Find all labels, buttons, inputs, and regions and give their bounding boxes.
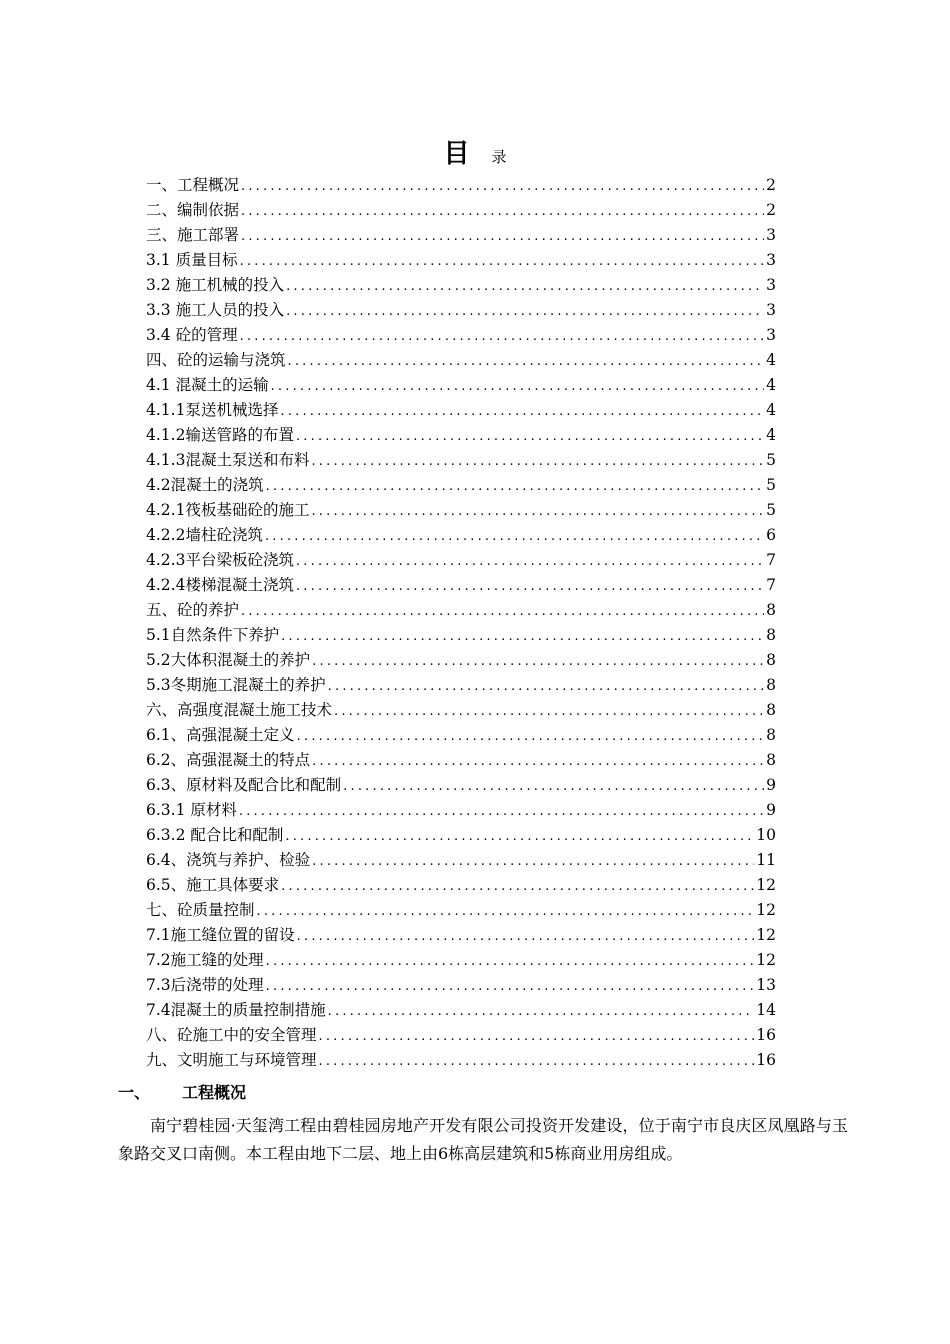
toc-entry-label: 3.1 质量目标 — [146, 251, 238, 269]
toc-entry-label: 4.1 混凝土的运输 — [146, 376, 269, 394]
body-paragraph: 南宁碧桂园·天玺湾工程由碧桂园房地产开发有限公司投资开发建设，位于南宁市良庆区凤凰路与玉象路交叉口南侧。本工程由地下二层、地上由6栋高层建筑和5栋商业用房组成。 — [118, 1116, 848, 1163]
toc-entry-page-number: 4 — [766, 426, 776, 444]
toc-leader-dots — [311, 499, 764, 523]
toc-entry-page-number: 8 — [766, 626, 776, 644]
toc-leader-dots — [312, 649, 764, 673]
toc-leader-dots — [296, 574, 764, 598]
toc-leader-dots — [296, 424, 764, 448]
toc-entry-page-number: 4 — [766, 401, 776, 419]
toc-entry-label: 6.5、施工具体要求 — [146, 876, 280, 894]
toc-leader-dots — [328, 999, 755, 1023]
toc-entry-page-number: 5 — [766, 476, 776, 494]
toc-entry-label: 4.2.2墙柱砼浇筑 — [146, 526, 263, 544]
toc-entry[interactable] — [146, 298, 776, 323]
toc-entry-label: 5.1自然条件下养护 — [146, 626, 280, 644]
toc-entry[interactable] — [146, 998, 776, 1023]
toc-entry-label: 五、砼的养护 — [146, 601, 240, 619]
toc-entry-page-number: 12 — [756, 926, 776, 944]
toc-entry[interactable] — [146, 1023, 776, 1048]
toc-entry-page-number: 7 — [766, 576, 776, 594]
toc-entry-page-number: 4 — [766, 376, 776, 394]
toc-entry-page-number: 3 — [766, 251, 776, 269]
toc-entry-label: 7.4混凝土的质量控制措施 — [146, 1001, 326, 1019]
section-title: 工程概况 — [182, 1083, 247, 1102]
toc-entry-label: 7.2施工缝的处理 — [146, 951, 264, 969]
toc-leader-dots — [241, 599, 764, 623]
toc-leader-dots — [334, 699, 764, 723]
toc-entry[interactable] — [146, 848, 776, 873]
toc-entry[interactable] — [146, 673, 776, 698]
toc-entry[interactable] — [146, 823, 776, 848]
toc-leader-dots — [281, 624, 764, 648]
toc-leader-dots — [312, 749, 764, 773]
toc-leader-dots — [285, 824, 754, 848]
toc-entry-label: 6.4、浇筑与养护、检验 — [146, 851, 311, 869]
toc-entry-label: 4.1.2输送管路的布置 — [146, 426, 294, 444]
toc-entry[interactable] — [146, 498, 776, 523]
toc-entry-label: 5.2大体积混凝土的养护 — [146, 651, 311, 669]
toc-entry-page-number: 5 — [766, 451, 776, 469]
toc-entry-page-number: 7 — [766, 551, 776, 569]
toc-entry-page-number: 3 — [766, 301, 776, 319]
toc-entry[interactable] — [146, 748, 776, 773]
toc-entry[interactable] — [146, 698, 776, 723]
toc-entry[interactable] — [146, 323, 776, 348]
toc-leader-dots — [343, 774, 764, 798]
table-of-contents — [146, 173, 776, 1073]
toc-entry-label: 6.3、原材料及配合比和配制 — [146, 776, 342, 794]
toc-entry[interactable] — [146, 948, 776, 973]
toc-leader-dots — [297, 724, 764, 748]
toc-entry-label: 3.4 砼的管理 — [146, 326, 238, 344]
toc-leader-dots — [240, 324, 765, 348]
toc-entry[interactable] — [146, 273, 776, 298]
toc-entry-label: 一、工程概况 — [146, 176, 240, 194]
toc-entry-page-number: 2 — [766, 201, 776, 219]
toc-entry[interactable] — [146, 523, 776, 548]
toc-entry[interactable] — [146, 623, 776, 648]
toc-entry-label: 4.2混凝土的浇筑 — [146, 476, 264, 494]
toc-entry-page-number: 16 — [756, 1051, 776, 1069]
toc-entry[interactable] — [146, 348, 776, 373]
toc-entry[interactable] — [146, 873, 776, 898]
toc-leader-dots — [319, 1024, 755, 1048]
toc-entry-label: 二、编制依据 — [146, 201, 240, 219]
toc-leader-dots — [296, 549, 764, 573]
toc-leader-dots — [241, 174, 764, 198]
toc-leader-dots — [239, 799, 764, 823]
section-number: 一、 — [118, 1083, 151, 1102]
toc-title-main: 目 — [443, 139, 470, 169]
toc-entry-label: 六、高强度混凝土施工技术 — [146, 701, 333, 719]
toc-entry[interactable] — [146, 373, 776, 398]
toc-entry-page-number: 2 — [766, 176, 776, 194]
toc-leader-dots — [297, 924, 755, 948]
toc-entry[interactable] — [146, 223, 776, 248]
toc-entry[interactable] — [146, 548, 776, 573]
toc-leader-dots — [240, 249, 765, 273]
toc-entry-page-number: 6 — [766, 526, 776, 544]
toc-leader-dots — [311, 449, 764, 473]
toc-entry-label: 4.1.3混凝土泵送和布料 — [146, 451, 310, 469]
toc-leader-dots — [265, 524, 764, 548]
toc-entry-page-number: 11 — [756, 851, 776, 869]
toc-leader-dots — [241, 224, 764, 248]
toc-entry-label: 七、砼质量控制 — [146, 901, 255, 919]
toc-entry[interactable] — [146, 198, 776, 223]
toc-entry[interactable] — [146, 1048, 776, 1073]
toc-entry-page-number: 8 — [766, 676, 776, 694]
toc-entry-page-number: 8 — [766, 651, 776, 669]
toc-leader-dots — [266, 474, 764, 498]
toc-leader-dots — [266, 949, 755, 973]
toc-entry-label: 八、砼施工中的安全管理 — [146, 1026, 317, 1044]
toc-entry-page-number: 12 — [756, 876, 776, 894]
toc-entry[interactable] — [146, 723, 776, 748]
toc-entry-label: 7.3后浇带的处理 — [146, 976, 264, 994]
toc-entry[interactable] — [146, 473, 776, 498]
toc-entry-page-number: 4 — [766, 351, 776, 369]
toc-entry-label: 4.2.4楼梯混凝土浇筑 — [146, 576, 294, 594]
toc-entry-label: 3.2 施工机械的投入 — [146, 276, 285, 294]
toc-leader-dots — [288, 349, 765, 373]
toc-entry-page-number: 8 — [766, 701, 776, 719]
toc-entry[interactable] — [146, 898, 776, 923]
toc-leader-dots — [281, 874, 754, 898]
toc-entry-page-number: 9 — [766, 801, 776, 819]
toc-entry-page-number: 8 — [766, 726, 776, 744]
toc-entry[interactable] — [146, 798, 776, 823]
toc-entry[interactable] — [146, 448, 776, 473]
toc-entry-label: 6.3.1 原材料 — [146, 801, 237, 819]
toc-entry[interactable] — [146, 923, 776, 948]
toc-title-secondary: 录 — [491, 148, 507, 166]
toc-entry-label: 5.3冬期施工混凝土的养护 — [146, 676, 326, 694]
toc-entry-page-number: 9 — [766, 776, 776, 794]
toc-leader-dots — [271, 374, 765, 398]
toc-leader-dots — [312, 849, 754, 873]
toc-entry-page-number: 8 — [766, 601, 776, 619]
toc-leader-dots — [286, 299, 764, 323]
toc-leader-dots — [266, 974, 755, 998]
toc-entry[interactable] — [146, 173, 776, 198]
toc-entry-label: 7.1施工缝位置的留设 — [146, 926, 295, 944]
toc-entry-label: 九、文明施工与环境管理 — [146, 1051, 317, 1069]
toc-entry-label: 三、施工部署 — [146, 226, 240, 244]
toc-entry[interactable] — [146, 773, 776, 798]
toc-leader-dots — [280, 399, 764, 423]
toc-entry-page-number: 12 — [756, 951, 776, 969]
toc-entry-page-number: 14 — [756, 1001, 776, 1019]
toc-entry[interactable] — [146, 398, 776, 423]
toc-entry-page-number: 5 — [766, 501, 776, 519]
toc-entry-page-number: 12 — [756, 901, 776, 919]
toc-entry[interactable] — [146, 648, 776, 673]
section-heading — [118, 1080, 246, 1103]
toc-entry-page-number: 13 — [756, 976, 776, 994]
toc-entry-label: 6.3.2 配合比和配制 — [146, 826, 284, 844]
toc-entry-label: 四、砼的运输与浇筑 — [146, 351, 286, 369]
toc-entry-label: 4.1.1泵送机械选择 — [146, 401, 279, 419]
toc-entry[interactable] — [146, 573, 776, 598]
toc-leader-dots — [319, 1049, 755, 1073]
toc-entry[interactable] — [146, 423, 776, 448]
toc-entry[interactable] — [146, 973, 776, 998]
toc-title — [0, 133, 950, 170]
toc-entry-label: 4.2.3平台梁板砼浇筑 — [146, 551, 294, 569]
toc-entry-page-number: 3 — [766, 226, 776, 244]
toc-entry[interactable] — [146, 248, 776, 273]
toc-entry-label: 6.2、高强混凝土的特点 — [146, 751, 311, 769]
toc-entry-page-number: 16 — [756, 1026, 776, 1044]
toc-leader-dots — [328, 674, 764, 698]
toc-entry-page-number: 3 — [766, 276, 776, 294]
toc-leader-dots — [241, 199, 764, 223]
toc-leader-dots — [286, 274, 764, 298]
toc-entry-page-number: 10 — [756, 826, 776, 844]
toc-entry-label: 4.2.1筏板基础砼的施工 — [146, 501, 310, 519]
toc-entry-label: 3.3 施工人员的投入 — [146, 301, 285, 319]
toc-entry-label: 6.1、高强混凝土定义 — [146, 726, 295, 744]
toc-entry-page-number: 8 — [766, 751, 776, 769]
toc-leader-dots — [257, 899, 755, 923]
toc-entry[interactable] — [146, 598, 776, 623]
toc-entry-page-number: 3 — [766, 326, 776, 344]
